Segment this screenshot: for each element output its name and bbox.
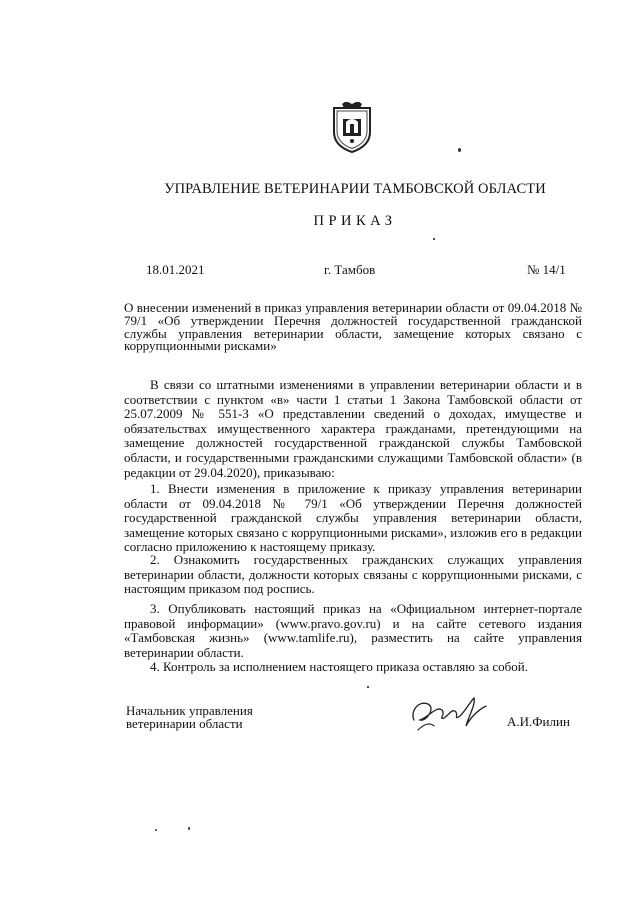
signer-role-line-2: ветеринарии области	[126, 715, 243, 731]
preamble-paragraph: В связи со штатными изменениями в управлении ветеринарии области и в соответствии с пунктом «в» части 1 статьи 1 Закона Тамбовской области от 25.07.2009 № 551-З «О представлении сведений о доходах, имуществе и обязательствах имущественного характера гражданами, претендующими на замещение должностей государственной гражданской службы Тамбовской области, и государственными гражданскими служащими Тамбовской области» (в редакции от 29.04.2020), приказываю:	[124, 377, 582, 480]
order-city: г. Тамбов	[324, 262, 376, 277]
order-number: № 14/1	[527, 262, 566, 277]
document-type: ПРИКАЗ	[313, 213, 397, 229]
order-item-4: 4. Контроль за исполнением настоящего приказа оставляю за собой.	[150, 659, 528, 674]
scan-speck	[433, 238, 435, 240]
order-subject: О внесении изменений в приказ управления ветеринарии области от 09.04.2018 № 79/1 «Об утверждении Перечня должностей государственной гражданской службы управления ветеринарии области, замещение которых связано с коррупционными рисками»	[124, 300, 582, 354]
coat-of-arms-icon	[330, 102, 374, 154]
handwritten-signature	[408, 690, 498, 736]
scan-speck	[367, 686, 369, 688]
scan-speck	[458, 148, 461, 152]
order-item-2: 2. Ознакомить государственных гражданских служащих управления ветеринарии области, должности которых связаны с коррупционными рисками, с настоящим приказом под роспись.	[124, 552, 582, 597]
scan-speck	[188, 827, 190, 830]
order-item-1: 1. Внести изменения в приложение к приказу управления ветеринарии области от 09.04.2018 № 79/1 «Об утверждении Перечня должностей государственной гражданской службы управления ветеринарии области, замещение которых связано с коррупционными рисками», изложив его в редакции согласно приложению к настоящему приказу.	[124, 481, 582, 555]
order-date: 18.01.2021	[146, 262, 205, 277]
order-item-3: 3. Опубликовать настоящий приказ на «Официальном интернет-портале правовой информации» (www.pravo.gov.ru) и на сайте сетевого издания «Тамбовская жизнь» (www.tamlife.ru), разместить на сайте управления ветеринарии области.	[124, 601, 582, 660]
agency-name: УПРАВЛЕНИЕ ВЕТЕРИНАРИИ ТАМБОВСКОЙ ОБЛАСТИ	[164, 181, 546, 197]
signer-role-line-1: Начальник управления	[126, 703, 253, 718]
signer-role	[126, 705, 346, 730]
scan-speck	[155, 829, 157, 831]
signer-name: А.И.Филин	[507, 714, 570, 729]
